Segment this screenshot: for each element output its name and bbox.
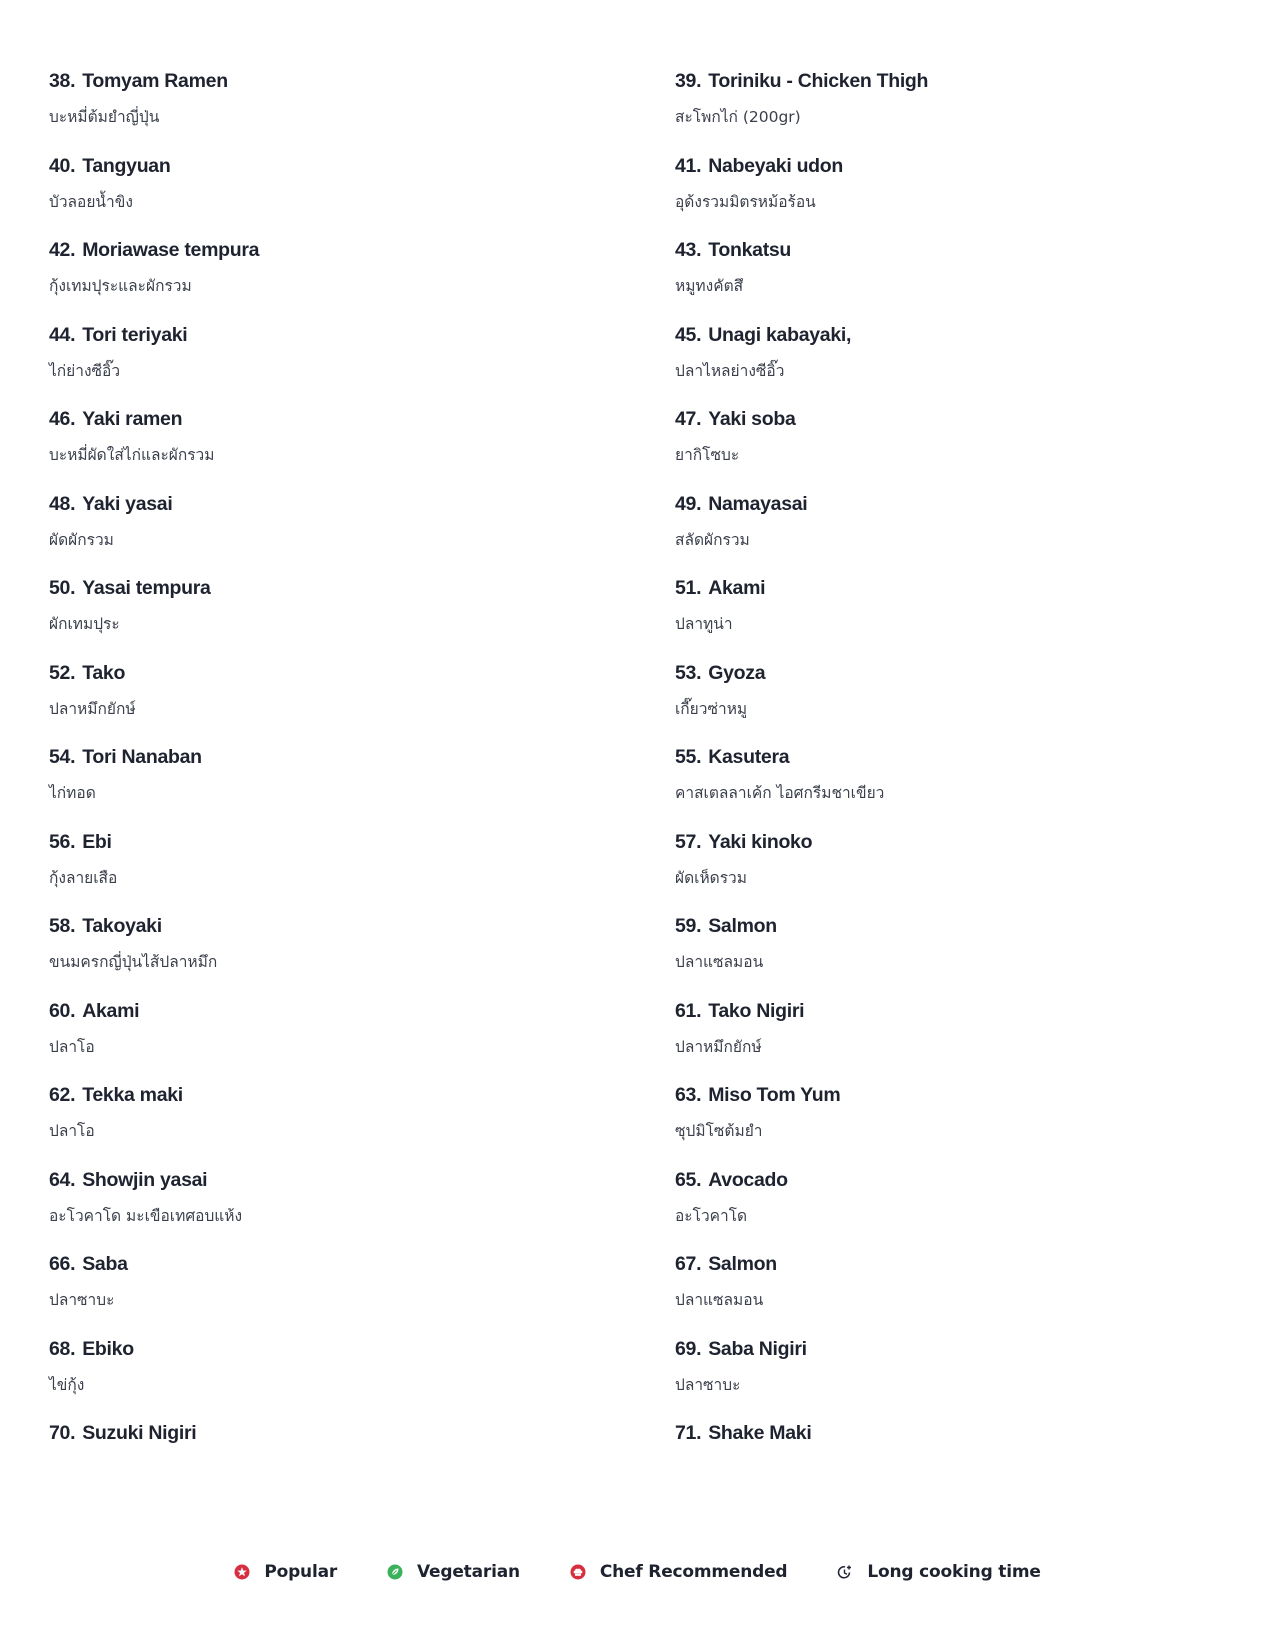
menu-item	[49, 825, 675, 910]
menu-item-name: Ebi	[82, 830, 112, 853]
menu-item-number: 65.	[675, 1168, 702, 1191]
menu-item-title	[49, 233, 675, 267]
menu-item	[49, 1247, 675, 1332]
menu-item-description: ผักเทมปุระ	[49, 615, 120, 633]
menu-item	[675, 1247, 1235, 1332]
menu-item-name: Yaki yasai	[82, 492, 173, 515]
menu-item-name: Kasutera	[708, 746, 790, 768]
menu-item-description: บะหมี่ผัดใส่ไก่และผักรวม	[49, 446, 215, 464]
menu-item-number: 56.	[49, 830, 76, 853]
menu-item-number: 41.	[675, 154, 702, 177]
menu-item-title	[49, 64, 675, 98]
menu-item-title	[675, 656, 1235, 690]
menu-item-title	[675, 149, 1235, 183]
menu-item	[49, 909, 675, 994]
menu-item-name: Gyoza	[708, 661, 766, 684]
menu-item-name: Akami	[708, 577, 766, 599]
menu-item-name: Showjin yasai	[82, 1168, 208, 1191]
legend-label-chef-recommended: Chef Recommended	[599, 1562, 788, 1582]
menu-item-name: Saba Nigiri	[708, 1337, 807, 1360]
menu-item-title	[675, 1163, 1235, 1197]
menu-item-title	[675, 318, 1235, 352]
menu-item	[675, 1416, 1235, 1501]
menu-item-name: Suzuki Nigiri	[82, 1422, 197, 1444]
menu-item-name: Yaki soba	[708, 408, 796, 430]
menu-item-title	[675, 1247, 1235, 1281]
menu-item-number: 40.	[49, 154, 76, 177]
legend-label-long-cooking-time: Long cooking time	[867, 1562, 1041, 1582]
menu-item-description: ปลาหมึกยักษ์	[49, 699, 136, 718]
menu-item-name: Avocado	[708, 1168, 788, 1191]
menu-item	[49, 149, 675, 234]
menu-item	[675, 740, 1235, 825]
menu-item-name: Tako Nigiri	[708, 999, 805, 1022]
menu-item-description: ปลาโอ	[49, 1122, 95, 1140]
menu-item	[675, 233, 1235, 318]
menu-item	[49, 487, 675, 572]
menu-grid	[49, 64, 1249, 1501]
menu-item	[675, 64, 1235, 149]
menu-item-number: 58.	[49, 915, 76, 937]
menu-item-description: หมูทงคัตสึ	[675, 277, 744, 295]
menu-item-title	[675, 571, 1235, 605]
menu-item-number: 59.	[675, 915, 702, 937]
menu-item-number: 70.	[49, 1422, 76, 1444]
menu-item-description: ปลาทูน่า	[675, 615, 733, 633]
menu-item	[49, 402, 675, 487]
menu-item-name: Tomyam Ramen	[82, 70, 228, 92]
menu-item-number: 50.	[49, 577, 76, 599]
menu-item-name: Nabeyaki udon	[708, 154, 844, 177]
menu-item-name: Ebiko	[82, 1337, 134, 1360]
menu-item-description: ขนมครกญี่ปุ่นไส้ปลาหมึก	[49, 953, 218, 971]
menu-item-description: คาสเตลลาเค้ก ไอศกรีมชาเขียว	[675, 784, 885, 802]
menu-item	[49, 1078, 675, 1163]
menu-item	[675, 1078, 1235, 1163]
legend-chef-recommended	[570, 1562, 788, 1582]
menu-item	[675, 318, 1235, 403]
menu-item	[49, 656, 675, 741]
menu-item-number: 55.	[675, 746, 702, 768]
menu-item-description: อะโวคาโด	[675, 1206, 748, 1225]
menu-item-description: ปลาหมึกยักษ์	[675, 1037, 762, 1056]
menu-item	[675, 1163, 1235, 1248]
menu-item-description: สะโพกไก่ (200gr)	[675, 108, 801, 126]
menu-item	[49, 994, 675, 1079]
menu-item	[675, 402, 1235, 487]
menu-item	[49, 1163, 675, 1248]
legend	[0, 1562, 1275, 1582]
menu-item-number: 62.	[49, 1084, 76, 1106]
menu-item-description: ผัดผักรวม	[49, 530, 114, 549]
menu-item-title	[49, 1078, 675, 1112]
menu-item-name: Saba	[82, 1253, 128, 1275]
menu-item-description: ยากิโซบะ	[675, 446, 740, 464]
menu-item-number: 71.	[675, 1422, 702, 1444]
menu-item-title	[675, 1332, 1235, 1366]
menu-item-description: ไข่กุ้ง	[49, 1375, 85, 1394]
menu-item	[675, 571, 1235, 656]
menu-item-name: Yasai tempura	[82, 577, 211, 599]
menu-item-name: Takoyaki	[82, 915, 162, 937]
menu-item-number: 66.	[49, 1253, 76, 1275]
menu-item-description: เกี๊ยวซ่าหมู	[675, 699, 748, 718]
menu-item-description: สลัดผักรวม	[675, 530, 750, 549]
menu-item-description: ไก่ย่างซีอิ๊ว	[49, 361, 121, 380]
menu-item-description: ไก่ทอด	[49, 784, 96, 802]
menu-item-name: Yaki kinoko	[708, 830, 813, 853]
menu-item-title	[675, 994, 1235, 1028]
menu-item-title	[49, 909, 675, 943]
menu-item	[675, 994, 1235, 1079]
menu-item-name: Namayasai	[708, 492, 808, 515]
menu-item-name: Akami	[82, 999, 140, 1022]
menu-item-title	[49, 740, 675, 774]
menu-item	[49, 233, 675, 318]
menu-item-number: 64.	[49, 1168, 76, 1191]
menu-item-number: 53.	[675, 661, 702, 684]
menu-item-title	[49, 318, 675, 352]
menu-item-title	[49, 1247, 675, 1281]
vegetarian-leaf-icon	[387, 1564, 403, 1580]
menu-item-description: บัวลอยน้ำขิง	[49, 192, 133, 211]
menu-item-name: Tekka maki	[82, 1084, 183, 1106]
menu-item-title	[675, 233, 1235, 267]
menu-item-title	[49, 487, 675, 521]
menu-item-description: บะหมี่ต้มยำญี่ปุ่น	[49, 108, 160, 126]
menu-item-name: Miso Tom Yum	[708, 1084, 841, 1106]
menu-item-description: ซุปมิโซต้มยำ	[675, 1122, 763, 1140]
menu-item-description: ผัดเห็ดรวม	[675, 868, 747, 887]
menu-item-title	[675, 740, 1235, 774]
menu-item-name: Tako	[82, 661, 126, 684]
menu-item-name: Moriawase tempura	[82, 239, 260, 261]
menu-item-description: กุ้งลายเสือ	[49, 868, 118, 887]
menu-item-number: 46.	[49, 408, 76, 430]
menu-item-title	[675, 909, 1235, 943]
menu-item-name: Tonkatsu	[708, 239, 792, 261]
menu-item-number: 60.	[49, 999, 76, 1022]
menu-item-title	[675, 64, 1235, 98]
menu-item-number: 63.	[675, 1084, 702, 1106]
menu-item-description: ปลาแซลมอน	[675, 1291, 764, 1309]
legend-label-vegetarian: Vegetarian	[417, 1562, 520, 1582]
menu-item-number: 54.	[49, 746, 76, 768]
popular-star-icon	[234, 1564, 250, 1580]
menu-item-description: ปลาซาบะ	[675, 1375, 741, 1394]
menu-item-name: Shake Maki	[708, 1422, 812, 1444]
menu-item-title	[49, 825, 675, 859]
menu-item-number: 47.	[675, 408, 702, 430]
menu-item-title	[49, 1332, 675, 1366]
menu-item-name: Salmon	[708, 1253, 777, 1275]
legend-popular	[234, 1562, 337, 1582]
chef-hat-icon	[570, 1564, 586, 1580]
menu-item	[675, 487, 1235, 572]
menu-item	[49, 318, 675, 403]
legend-long-cooking-time	[837, 1562, 1040, 1582]
legend-label-popular: Popular	[264, 1562, 338, 1582]
menu-item-name: Unagi kabayaki,	[708, 323, 852, 346]
menu-item-number: 44.	[49, 323, 76, 346]
legend-vegetarian	[387, 1562, 520, 1582]
menu-item-title	[675, 487, 1235, 521]
menu-item-number: 42.	[49, 239, 76, 261]
menu-item-description: อุด้งรวมมิตรหม้อร้อน	[675, 192, 816, 211]
menu-item-title	[675, 1078, 1235, 1112]
menu-item	[675, 149, 1235, 234]
menu-item-name: Tori teriyaki	[82, 323, 188, 346]
menu-item-number: 48.	[49, 492, 76, 515]
menu-item-name: Yaki ramen	[82, 408, 183, 430]
menu-item-number: 43.	[675, 239, 702, 261]
menu-item-title	[49, 571, 675, 605]
menu-item-description: กุ้งเทมปุระและผักรวม	[49, 277, 192, 295]
menu-item-title	[675, 1416, 1235, 1450]
menu-item-name: Tangyuan	[82, 154, 171, 177]
menu-item	[49, 740, 675, 825]
menu-item	[49, 571, 675, 656]
menu-item-number: 61.	[675, 999, 702, 1022]
menu-item-name: Tori Nanaban	[82, 746, 202, 768]
menu-item-name: Salmon	[708, 915, 777, 937]
menu-item	[675, 825, 1235, 910]
menu-item-number: 38.	[49, 70, 76, 92]
menu-item-title	[49, 1416, 675, 1450]
menu-item-number: 49.	[675, 492, 702, 515]
menu-item-number: 51.	[675, 577, 702, 599]
menu-item-description: ปลาแซลมอน	[675, 953, 764, 971]
menu-item-number: 69.	[675, 1337, 702, 1360]
menu-item-title	[49, 656, 675, 690]
menu-item-title	[675, 825, 1235, 859]
menu-item	[49, 1332, 675, 1417]
menu-item-title	[49, 1163, 675, 1197]
menu-item-description: อะโวคาโด มะเขือเทศอบแห้ง	[49, 1206, 243, 1225]
menu-item	[49, 64, 675, 149]
menu-item-number: 45.	[675, 323, 702, 346]
menu-item	[675, 909, 1235, 994]
menu-item-number: 68.	[49, 1337, 76, 1360]
menu-item-number: 39.	[675, 70, 702, 92]
clock-plus-icon	[837, 1564, 853, 1580]
menu-item-title	[49, 402, 675, 436]
menu-item	[49, 1416, 675, 1501]
menu-item-title	[49, 994, 675, 1028]
menu-item-number: 57.	[675, 830, 702, 853]
menu-item-description: ปลาซาบะ	[49, 1291, 115, 1309]
menu-item-number: 52.	[49, 661, 76, 684]
menu-item-description: ปลาไหลย่างซีอิ๊ว	[675, 361, 785, 380]
menu-item-name: Toriniku - Chicken Thigh	[708, 70, 929, 92]
menu-item-title	[675, 402, 1235, 436]
menu-item	[675, 656, 1235, 741]
menu-item	[675, 1332, 1235, 1417]
menu-item-number: 67.	[675, 1253, 702, 1275]
menu-item-description: ปลาโอ	[49, 1037, 95, 1056]
menu-item-title	[49, 149, 675, 183]
